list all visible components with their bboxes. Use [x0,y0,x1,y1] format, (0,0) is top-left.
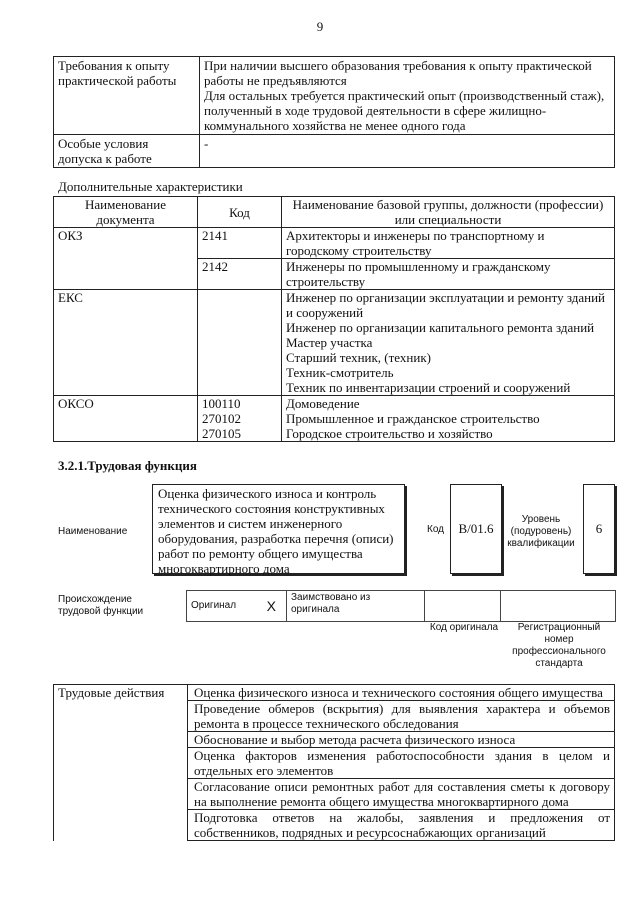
text-line: Домоведение [286,396,360,411]
characteristics-table [53,196,615,442]
table-row [54,57,615,135]
text-line: работ по ремонту общего имущества [158,546,363,561]
text-line: Инженер по организации капитального ремонта зданий [286,320,595,335]
labor-action: Подготовка ответов на жалобы, заявления и предложения от собственников, подрядных и ресурсоснабжающих организаций [188,810,615,841]
additional-title: Дополнительные характеристики [58,179,243,194]
text-line: оборудования, разработка перечня (описи) [158,531,394,546]
original-label: Оригинал [187,591,257,622]
name-cell [282,396,615,442]
text-line: 270105 [202,426,241,441]
text-line: При наличии высшего образования требования к опыту практической [204,58,592,73]
code-label: Код [427,524,445,535]
text-line: Городское строительство и хозяйство [286,426,493,441]
labor-action: Оценка физического износа и технического состояния общего имущества [188,685,615,701]
borrowed-label: Заимствовано из оригинала [287,591,425,622]
doc-cell: ОКСО [54,396,198,442]
text-line: 100110 [202,396,241,411]
labor-action: Проведение обмеров (вскрытия) для выявления характера и объемов ремонта в процессе технического обследования [188,701,615,732]
labor-actions-label: Трудовые действия [54,685,188,841]
name-cell [282,290,615,396]
code-cell [198,290,282,396]
text-line: Техник по инвентаризации строений и сооружений [286,380,571,395]
name-cell: Архитекторы и инженеры по транспортному и городскому строительству [282,228,615,259]
text-line: технического состояния конструктивных [158,501,385,516]
function-title: 3.2.1.Трудовая функция [58,458,197,473]
reg-number-label: Регистрационный номер профессионального стандарта [512,622,606,669]
table-row [54,135,615,168]
column-header: Код [198,197,282,228]
labor-action: Обоснование и выбор метода расчета физического износа [188,732,615,748]
requirement-label: Требования к опыту практической работы [54,57,200,135]
table-row [54,396,615,442]
table-row [54,685,615,701]
name-label: Наименование [58,526,128,537]
text-line: 270102 [202,411,241,426]
code-original-cell [425,591,501,622]
text-line: Оценка физического износа и контроль [158,486,377,501]
code-original-label: Код оригинала [429,622,499,633]
text-line: работы не предъявляются [204,73,347,88]
text-line: многоквартирного дома [158,561,290,576]
requirement-label: Особые условия допуска к работе [54,135,200,168]
text-line: Промышленное и гражданское строительство [286,411,540,426]
origin-table [186,590,616,622]
doc-cell: ОКЗ [54,228,198,290]
text-line: полученный в ходе трудовой деятельности в сфере жилищно- [204,103,547,118]
original-mark: X [257,591,287,622]
reg-number-cell [501,591,616,622]
column-header: Наименование базовой группы, должности (профессии) или специальности [282,197,615,228]
table-row [187,591,616,622]
table-row [54,228,615,259]
text-line: Инженер по организации эксплуатации и ремонту зданий и сооружений [286,290,606,320]
page-number: 9 [316,19,324,34]
text-line: Старший техник, (техник) [286,350,431,365]
function-name-box [152,484,405,574]
labor-action: Оценка факторов изменения работоспособности здания в целом и отдельных его элементов [188,748,615,779]
text-line: Техник-смотритель [286,365,394,380]
code-cell [198,396,282,442]
table-header-row [54,197,615,228]
labor-actions-table [53,684,615,841]
text-line: коммунального хозяйства не менее одного года [204,118,466,133]
table-row [54,290,615,396]
requirement-value: - [200,135,615,168]
text-line: Мастер участка [286,335,373,350]
origin-label: Происхождение трудовой функции [58,594,144,617]
level-label: Уровень (подуровень) квалификации [507,514,575,549]
qualification-level: 6 [583,484,615,574]
name-cell: Инженеры по промышленному и гражданскому строительству [282,259,615,290]
code-cell: 2142 [198,259,282,290]
function-code: B/01.6 [450,484,502,574]
column-header: Наименование документа [54,197,198,228]
text-line: Для остальных требуется практический опыт (производственный стаж), [204,88,605,103]
requirements-table [53,56,615,168]
text-line: элементов и систем инженерного [158,516,343,531]
requirement-value [200,57,615,135]
labor-action: Согласование описи ремонтных работ для составления сметы к договору на выполнение ремонта общего имущества многоквартирного дома [188,779,615,810]
doc-cell: ЕКС [54,290,198,396]
code-cell: 2141 [198,228,282,259]
